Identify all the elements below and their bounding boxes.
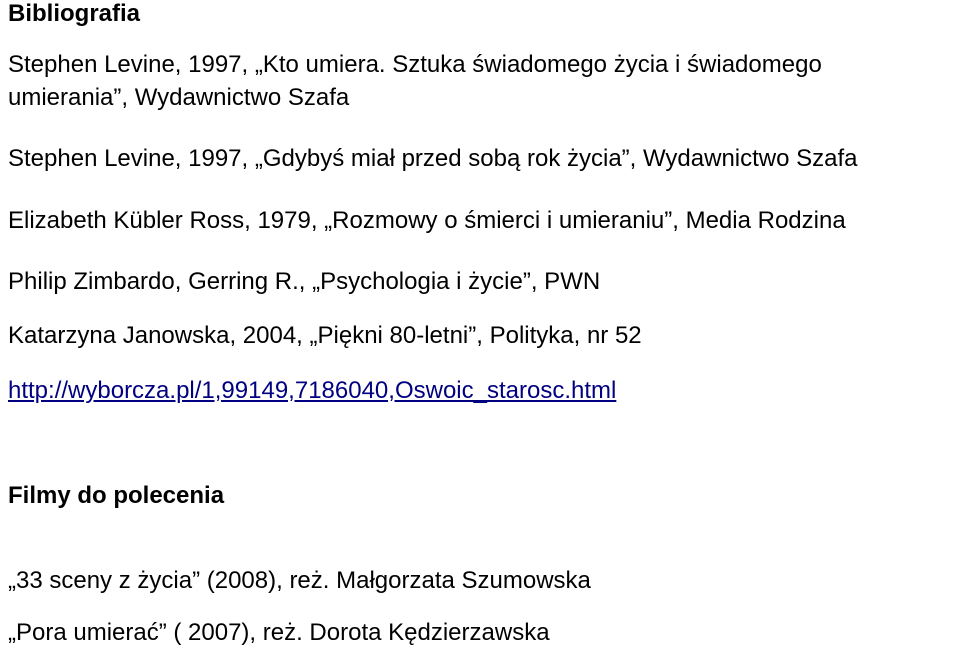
bibliography-heading: Bibliografia — [8, 0, 141, 27]
bibliography-entry-5: Katarzyna Janowska, 2004, „Piękni 80-letni”, Polityka, nr 52 — [8, 322, 642, 349]
bibliography-entry-3: Elizabeth Kübler Ross, 1979, „Rozmowy o śmierci i umieraniu”, Media Rodzina — [8, 207, 846, 234]
bibliography-entry-1-line-2: umierania”, Wydawnictwo Szafa — [8, 84, 350, 111]
film-item-2: „Pora umierać” ( 2007), reż. Dorota Kędzierzawska — [8, 619, 550, 646]
film-item-1: „33 sceny z życia” (2008), reż. Małgorzata Szumowska — [8, 567, 591, 594]
bibliography-entry-1-line-1: Stephen Levine, 1997, „Kto umiera. Sztuka świadomego życia i świadomego — [8, 51, 822, 78]
films-heading: Filmy do polecenia — [8, 482, 225, 509]
bibliography-link[interactable]: http://wyborcza.pl/1,99149,7186040,Oswoic_starosc.html — [8, 377, 617, 404]
bibliography-entry-2: Stephen Levine, 1997, „Gdybyś miał przed sobą rok życia”, Wydawnictwo Szafa — [8, 145, 858, 172]
bibliography-entry-4: Philip Zimbardo, Gerring R., „Psychologia i życie”, PWN — [8, 268, 601, 295]
